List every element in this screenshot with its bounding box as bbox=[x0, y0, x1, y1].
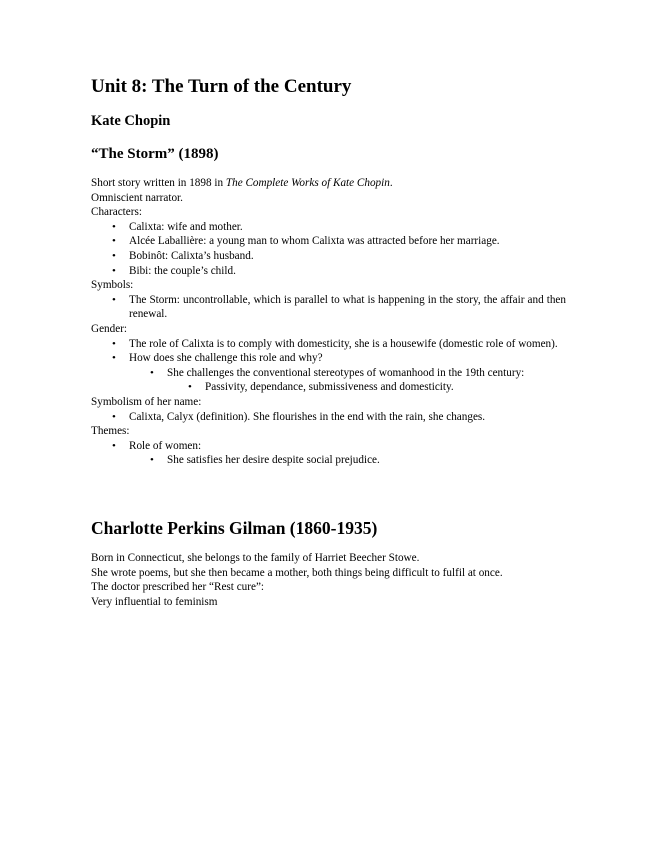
list-item: • The role of Calixta is to comply with domesticity, she is a housewife (domestic role of women). bbox=[91, 337, 566, 352]
paragraph-line: The doctor prescribed her “Rest cure”: bbox=[91, 581, 265, 594]
characters-list bbox=[91, 220, 566, 278]
list-item: • Calixta, Calyx (definition). She flourishes in the end with the rain, she changes. bbox=[91, 410, 566, 425]
gender-list bbox=[91, 337, 566, 395]
list-item-nested: • She satisfies her desire despite social prejudice. bbox=[91, 453, 566, 468]
symbols-label: Symbols: bbox=[91, 279, 134, 292]
list-item: • Alcée Laballière: a young man to whom Calixta was attracted before her marriage. bbox=[91, 234, 566, 249]
paragraph-line: She wrote poems, but she then became a mother, both things being difficult to fulfil at once. bbox=[91, 566, 503, 579]
list-item-nested-2: • Passivity, dependance, submissiveness and domesticity. bbox=[91, 380, 566, 395]
list-item-nested: • She challenges the conventional stereotypes of womanhood in the 19th century: bbox=[91, 366, 566, 381]
intro-suffix: . bbox=[389, 177, 393, 189]
narrator-line: Omniscient narrator. bbox=[91, 191, 183, 204]
list-item: • Calixta: wife and mother. bbox=[91, 220, 566, 235]
intro-line bbox=[91, 176, 566, 191]
gender-label: Gender: bbox=[91, 322, 128, 335]
list-item: • Role of women: bbox=[91, 439, 566, 454]
symbolism-label: Symbolism of her name: bbox=[91, 395, 202, 408]
work-heading-the-storm: “The Storm” (1898) bbox=[91, 146, 219, 162]
themes-list bbox=[91, 439, 566, 468]
list-item: • The Storm: uncontrollable, which is parallel to what is happening in the story, the affair and then renewal. bbox=[91, 293, 566, 322]
paragraph-line: Born in Connecticut, she belongs to the family of Harriet Beecher Stowe. bbox=[91, 552, 420, 564]
list-item: • How does she challenge this role and why? bbox=[91, 351, 566, 366]
themes-label: Themes: bbox=[91, 425, 130, 438]
section-gilman-body bbox=[91, 551, 571, 609]
intro-book-title: The Complete Works of Kate Chopin bbox=[225, 177, 390, 189]
list-item: • Bobinôt: Calixta’s husband. bbox=[91, 249, 566, 264]
author-heading-chopin: Kate Chopin bbox=[91, 113, 171, 129]
paragraph-line: Very influential to feminism bbox=[91, 595, 218, 608]
author-heading-gilman: Charlotte Perkins Gilman (1860-1935) bbox=[91, 518, 378, 538]
symbolism-list bbox=[91, 410, 566, 425]
characters-label: Characters: bbox=[91, 206, 142, 219]
list-item: • Bibi: the couple’s child. bbox=[91, 264, 566, 279]
symbols-list bbox=[91, 293, 566, 322]
intro-prefix: Short story written in 1898 in bbox=[91, 177, 226, 189]
section-chopin-body bbox=[91, 176, 566, 468]
page-title: Unit 8: The Turn of the Century bbox=[91, 76, 352, 97]
